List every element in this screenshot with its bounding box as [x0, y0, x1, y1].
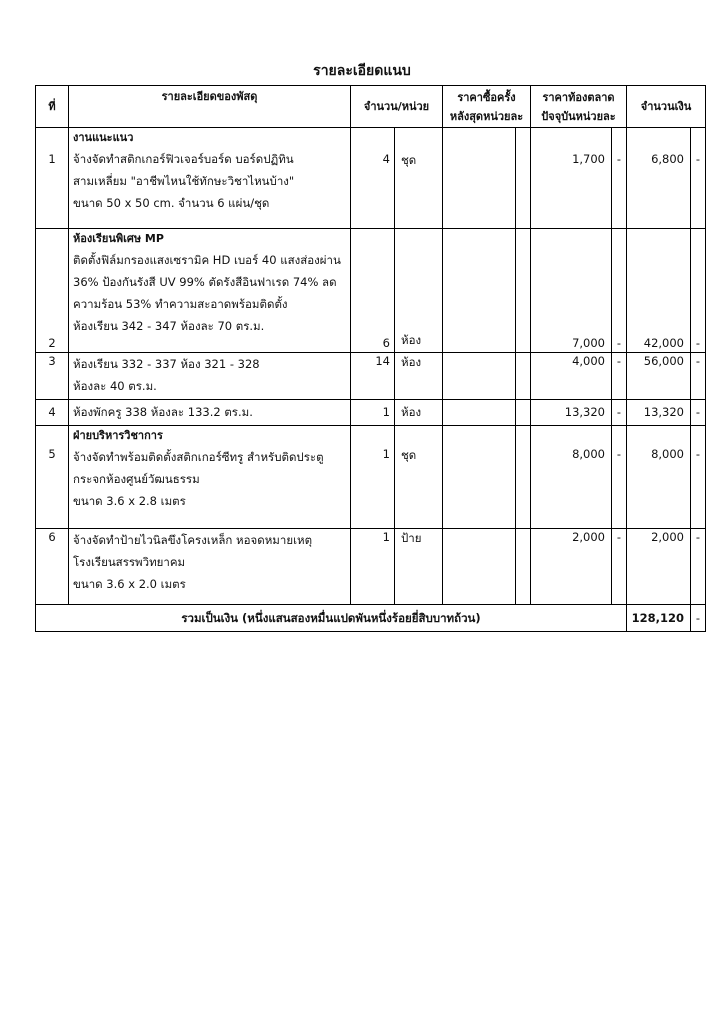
desc-line: ขนาด 3.6 x 2.8 เมตร	[73, 494, 186, 508]
row-market-price: 2,000	[531, 529, 612, 605]
row-amount: 2,000	[627, 529, 691, 605]
row-amount-dash: -	[691, 128, 706, 229]
header-row	[36, 86, 706, 128]
header-last-price-line2: หลังสุดหน่วยละ	[449, 109, 524, 123]
row-no: 1	[36, 128, 69, 229]
row-no: 2	[36, 229, 69, 353]
row-last-price	[443, 426, 516, 529]
header-amount: จำนวนเงิน	[627, 86, 706, 128]
row-last-price-dash	[516, 400, 531, 426]
row-amount-dash: -	[691, 400, 706, 426]
row-unit: ห้อง	[395, 229, 443, 353]
row-description	[69, 229, 351, 353]
desc-line: โรงเรียนสรรพวิทยาคม	[73, 555, 186, 569]
desc-line: 36% ป้องกันรังสี UV 99% ตัดรังสีอินฟาเรด 74% ลด	[73, 275, 337, 289]
table-row	[36, 128, 706, 229]
row-last-price	[443, 128, 516, 229]
row-qty: 14	[351, 353, 395, 400]
row-amount-dash: -	[691, 353, 706, 400]
desc-line: ห้องละ 40 ตร.ม.	[73, 379, 157, 393]
table-row	[36, 229, 706, 353]
header-last-price-line1: ราคาซื้อครั้ง	[457, 90, 516, 104]
desc-line: จ้างจัดทำพร้อมติดตั้งสติกเกอร์ซีทรู สำหรับติดประตู	[73, 450, 324, 464]
row-market-dash: -	[612, 529, 627, 605]
row-amount: 42,000	[627, 229, 691, 353]
table-row	[36, 529, 706, 605]
row-qty: 1	[351, 400, 395, 426]
desc-line: ขนาด 3.6 x 2.0 เมตร	[73, 577, 186, 591]
desc-line: ห้องเรียน 332 - 337 ห้อง 321 - 328	[73, 357, 260, 371]
row-qty: 6	[351, 229, 395, 353]
row-last-price-dash	[516, 426, 531, 529]
row-description	[69, 529, 351, 605]
row-description	[69, 426, 351, 529]
row-last-price	[443, 353, 516, 400]
desc-line: ความร้อน 53% ทำความสะอาดพร้อมติดตั้ง	[73, 297, 288, 311]
row-description	[69, 128, 351, 229]
row-amount-dash: -	[691, 529, 706, 605]
row-unit: ป้าย	[395, 529, 443, 605]
total-label: รวมเป็นเงิน (หนึ่งแสนสองหมื่นแปดพันหนึ่งร้อยยี่สิบบาทถ้วน)	[36, 605, 627, 632]
row-no: 3	[36, 353, 69, 400]
header-market-price-line1: ราคาท้องตลาด	[542, 90, 615, 104]
row-market-price: 8,000	[531, 426, 612, 529]
header-desc: รายละเอียดของพัสดุ	[69, 86, 351, 128]
row-market-price: 1,700	[531, 128, 612, 229]
row-market-price: 4,000	[531, 353, 612, 400]
row-last-price	[443, 229, 516, 353]
row-description	[69, 400, 351, 426]
desc-line: ห้องเรียน 342 - 347 ห้องละ 70 ตร.ม.	[73, 319, 265, 333]
row-unit: ชุด	[395, 426, 443, 529]
table-row	[36, 426, 706, 529]
desc-line: ติดตั้งฟิล์มกรองแสงเซรามิค HD เบอร์ 40 แสงส่องผ่าน	[73, 253, 341, 267]
row-qty: 1	[351, 426, 395, 529]
row-no: 6	[36, 529, 69, 605]
row-no: 5	[36, 426, 69, 529]
header-qty: จำนวน/หน่วย	[351, 86, 443, 128]
row-last-price-dash	[516, 529, 531, 605]
row-market-dash: -	[612, 426, 627, 529]
group-heading: ฝ่ายบริหารวิชาการ	[73, 429, 163, 442]
group-heading: งานแนะแนว	[73, 131, 134, 144]
total-dash: -	[691, 605, 706, 632]
desc-line: กระจกห้องศูนย์วัฒนธรรม	[73, 472, 200, 486]
row-last-price-dash	[516, 353, 531, 400]
document-title: รายละเอียดแนบ	[313, 63, 411, 79]
desc-line: ขนาด 50 x 50 cm. จำนวน 6 แผ่น/ชุด	[73, 196, 270, 210]
row-amount: 8,000	[627, 426, 691, 529]
group-heading: ห้องเรียนพิเศษ MP	[73, 232, 164, 245]
desc-line: ห้องพักครู 338 ห้องละ 133.2 ตร.ม.	[73, 405, 253, 419]
table-row	[36, 353, 706, 400]
row-last-price	[443, 529, 516, 605]
total-amount: 128,120	[627, 605, 691, 632]
row-amount: 13,320	[627, 400, 691, 426]
desc-line: จ้างจัดทำป้ายไวนิลขึงโครงเหล็ก หอจดหมายเหตุ	[73, 533, 313, 547]
row-no: 4	[36, 400, 69, 426]
row-market-dash: -	[612, 128, 627, 229]
row-last-price-dash	[516, 128, 531, 229]
row-last-price-dash	[516, 229, 531, 353]
total-row	[36, 605, 706, 632]
row-market-dash: -	[612, 353, 627, 400]
row-unit: ห้อง	[395, 353, 443, 400]
row-amount: 6,800	[627, 128, 691, 229]
row-unit: ห้อง	[395, 400, 443, 426]
row-market-price: 7,000	[531, 229, 612, 353]
row-market-dash: -	[612, 400, 627, 426]
row-amount-dash: -	[691, 426, 706, 529]
header-no: ที่	[36, 86, 69, 128]
row-market-dash: -	[612, 229, 627, 353]
item-table	[35, 85, 706, 632]
row-unit: ชุด	[395, 128, 443, 229]
header-market-price	[531, 86, 627, 128]
row-market-price: 13,320	[531, 400, 612, 426]
row-qty: 4	[351, 128, 395, 229]
header-market-price-line2: ปัจจุบันหน่วยละ	[541, 109, 616, 123]
row-amount: 56,000	[627, 353, 691, 400]
row-amount-dash: -	[691, 229, 706, 353]
desc-line: สามเหลี่ยม "อาชีพไหนใช้ทักษะวิชาไหนบ้าง"	[73, 174, 295, 188]
row-description	[69, 353, 351, 400]
desc-line: จ้างจัดทำสติกเกอร์ฟิวเจอร์บอร์ด บอร์ดปฏิทิน	[73, 152, 294, 166]
row-qty: 1	[351, 529, 395, 605]
header-last-price	[443, 86, 531, 128]
table-row	[36, 400, 706, 426]
row-last-price	[443, 400, 516, 426]
